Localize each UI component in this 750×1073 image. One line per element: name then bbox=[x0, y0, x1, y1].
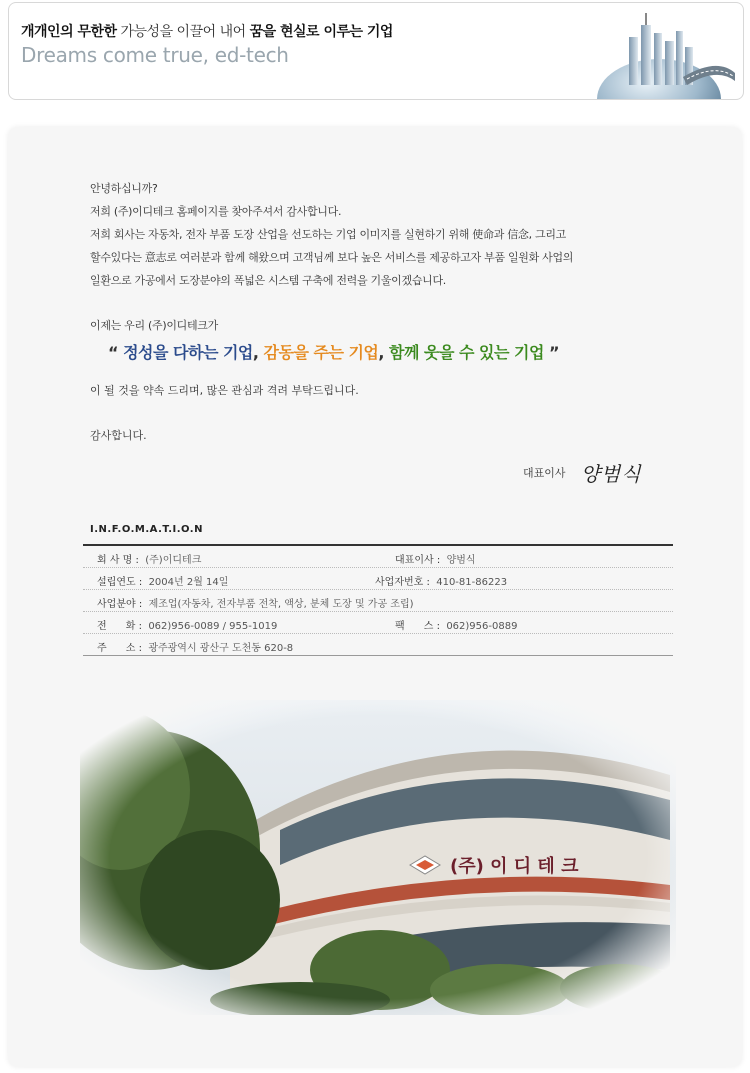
slogan-ko-normal: 가능성을 이끌어 내어 bbox=[116, 24, 250, 40]
closing-line: 이 될 것을 약속 드리며, 많은 관심과 격려 부탁드립니다. bbox=[90, 384, 359, 397]
info-label: 설립연도 : bbox=[97, 577, 143, 588]
greeting-line: 할수있다는 意志로 여러분과 함께 해왔으며 고객님께 보다 높은 서비스를 제공하고자 부품 일원화 사업의 bbox=[90, 251, 574, 264]
motto-part-3: 함께 웃을 수 있는 기업 bbox=[389, 343, 544, 362]
city-globe-icon bbox=[587, 7, 737, 100]
quote-open: “ bbox=[108, 343, 119, 362]
info-value: (주)이디테크 bbox=[145, 555, 202, 566]
info-label: 주 소 : bbox=[97, 643, 142, 654]
greeting-line: 이제는 우리 (주)이디테크가 bbox=[90, 319, 218, 332]
greeting-text bbox=[90, 177, 690, 337]
company-motto bbox=[108, 340, 559, 363]
info-value: 2004년 2월 14일 bbox=[148, 577, 229, 588]
thanks-text: 감사합니다. bbox=[90, 429, 147, 442]
ceo-signature-handwriting: 양범식 bbox=[580, 462, 642, 486]
slogan-korean bbox=[21, 21, 393, 41]
info-row bbox=[83, 568, 673, 590]
slogan-english: Dreams come true, ed-tech bbox=[21, 43, 289, 67]
motto-sep: , bbox=[378, 343, 390, 362]
info-value: 양범식 bbox=[446, 555, 476, 566]
info-label: 사업분야 : bbox=[97, 599, 143, 610]
info-label: 대표이사 : bbox=[395, 555, 441, 566]
info-value: 광주광역시 광산구 도천동 620-8 bbox=[148, 643, 294, 654]
greeting-line: 저희 회사는 자동차, 전자 부품 도장 산업을 선도하는 기업 이미지를 실현하기 위해 使命과 信念, 그리고 bbox=[90, 228, 567, 241]
info-value: 제조업(자동차, 전자부품 전착, 액상, 분체 도장 및 가공 조립) bbox=[148, 599, 414, 610]
info-row bbox=[83, 546, 673, 568]
greeting-line: 저희 (주)이디테크 홈페이지를 찾아주셔서 감사합니다. bbox=[90, 205, 342, 218]
info-row bbox=[83, 590, 673, 612]
info-value: 062)956-0089 / 955-1019 bbox=[148, 621, 278, 632]
info-label: 사업자번호 : bbox=[375, 577, 430, 588]
info-row bbox=[83, 612, 673, 634]
motto-part-1: 정성을 다하는 기업 bbox=[123, 343, 253, 362]
info-title: I.N.F.O.M.A.T.I.O.N bbox=[90, 524, 203, 535]
ceo-label: 대표이사 bbox=[523, 466, 566, 480]
ceo-greeting-panel bbox=[8, 127, 742, 1067]
greeting-line: 안녕하십니까? bbox=[90, 182, 158, 195]
slogan-ko-bold-1: 개개인의 무한한 bbox=[21, 24, 117, 40]
company-building-photo bbox=[80, 700, 676, 1015]
info-row bbox=[83, 634, 673, 655]
ceo-signature bbox=[523, 458, 642, 487]
header-banner bbox=[8, 2, 744, 100]
motto-sep: , bbox=[252, 343, 264, 362]
info-label: 회 사 명 : bbox=[97, 555, 139, 566]
info-label: 팩 스 : bbox=[395, 621, 440, 632]
slogan-ko-bold-2: 꿈을 현실로 이루는 기업 bbox=[249, 24, 393, 40]
motto-part-2: 감동을 주는 기업 bbox=[263, 343, 379, 362]
info-label: 전 화 : bbox=[97, 621, 142, 632]
greeting-line: 일환으로 가공에서 도장분야의 폭넓은 시스템 구축에 전력을 기울이겠습니다. bbox=[90, 274, 447, 287]
company-info-table bbox=[83, 544, 673, 656]
info-value: 410-81-86223 bbox=[436, 577, 508, 588]
info-value: 062)956-0889 bbox=[446, 621, 518, 632]
quote-close: ” bbox=[549, 343, 560, 362]
